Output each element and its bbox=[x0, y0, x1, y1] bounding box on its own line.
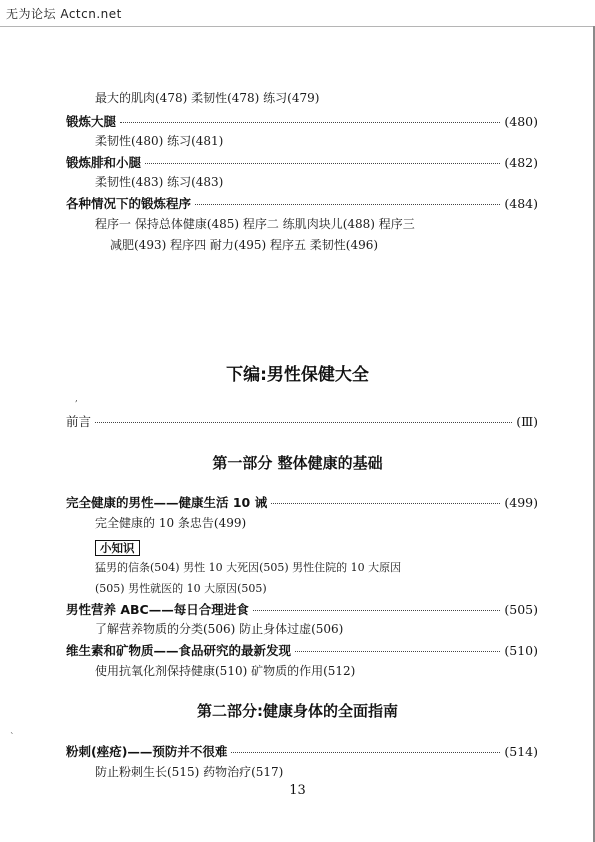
toc-entry-title: 维生素和矿物质——食品研究的最新发现 bbox=[66, 643, 292, 658]
toc-sub-line: 猛男的信条(504) 男性 10 大死因(505) 男性住院的 10 大原因 bbox=[95, 561, 402, 574]
toc-entry[interactable] bbox=[66, 742, 538, 760]
toc-entry-page: (Ⅲ) bbox=[516, 414, 538, 429]
watermark: 无为论坛 Actcn.net bbox=[6, 7, 122, 21]
page-number: 13 bbox=[289, 783, 306, 798]
toc-entry[interactable] bbox=[66, 493, 538, 511]
toc-sub-line: 柔韧性(480) 练习(481) bbox=[95, 134, 224, 148]
scan-speck: ` bbox=[10, 733, 15, 743]
leader-dots bbox=[95, 422, 512, 423]
toc-sub-line: 了解营养物质的分类(506) 防止身体过虚(506) bbox=[95, 622, 344, 636]
toc-entry-preface[interactable] bbox=[66, 412, 538, 430]
leader-dots bbox=[145, 163, 500, 164]
scan-speck: , bbox=[75, 394, 78, 404]
toc-entry-title: 前言 bbox=[66, 414, 92, 429]
toc-entry-page: (499) bbox=[504, 495, 538, 510]
toc-entry[interactable] bbox=[66, 641, 538, 659]
toc-entry-page: (484) bbox=[504, 196, 538, 211]
toc-sub-line: 柔韧性(483) 练习(483) bbox=[95, 175, 224, 189]
toc-entry-title: 锻炼大腿 bbox=[66, 114, 117, 129]
toc-sub-line: 使用抗氧化剂保持健康(510) 矿物质的作用(512) bbox=[95, 664, 356, 678]
toc-sub-line: 完全健康的 10 条忠告(499) bbox=[95, 516, 247, 530]
toc-sub-line: (505) 男性就医的 10 大原因(505) bbox=[95, 582, 267, 595]
leader-dots bbox=[295, 651, 500, 652]
toc-entry-title: 各种情况下的锻炼程序 bbox=[66, 196, 192, 211]
tip-badge bbox=[95, 537, 140, 556]
toc-entry-title: 完全健康的男性——健康生活 10 诫 bbox=[66, 495, 268, 510]
toc-entry-title: 粉刺(痤疮)——预防并不很难 bbox=[66, 744, 228, 759]
leader-dots bbox=[231, 752, 500, 753]
toc-entry-page: (505) bbox=[504, 602, 538, 617]
toc-entry-page: (480) bbox=[504, 114, 538, 129]
leader-dots bbox=[271, 503, 500, 504]
toc-entry[interactable] bbox=[66, 194, 538, 212]
toc-sub-line: 程序一 保持总体健康(485) 程序二 练肌肉块儿(488) 程序三 bbox=[95, 217, 415, 231]
tip-badge-label: 小知识 bbox=[95, 540, 140, 556]
toc-sub-line: 防止粉刺生长(515) 药物治疗(517) bbox=[95, 765, 284, 779]
toc-entry[interactable] bbox=[66, 600, 538, 618]
leader-dots bbox=[253, 610, 501, 611]
leader-dots bbox=[120, 122, 500, 123]
toc-sub-line: 最大的肌肉(478) 柔韧性(478) 练习(479) bbox=[95, 91, 320, 105]
toc-entry-page: (482) bbox=[504, 155, 538, 170]
toc-entry[interactable] bbox=[66, 112, 538, 130]
top-rule bbox=[0, 26, 595, 27]
toc-entry-page: (514) bbox=[504, 744, 538, 759]
toc-entry-title: 锻炼腓和小腿 bbox=[66, 155, 142, 170]
leader-dots bbox=[195, 204, 500, 205]
section-heading: 第一部分 整体健康的基础 bbox=[212, 454, 383, 472]
toc-entry[interactable] bbox=[66, 153, 538, 171]
toc-entry-title: 男性营养 ABC——每日合理进食 bbox=[66, 602, 249, 617]
section-heading: 第二部分:健康身体的全面指南 bbox=[197, 702, 398, 720]
toc-sub-line: 减肥(493) 程序四 耐力(495) 程序五 柔韧性(496) bbox=[110, 238, 379, 252]
part-title: 下编:男性保健大全 bbox=[226, 365, 369, 385]
toc-entry-page: (510) bbox=[504, 643, 538, 658]
